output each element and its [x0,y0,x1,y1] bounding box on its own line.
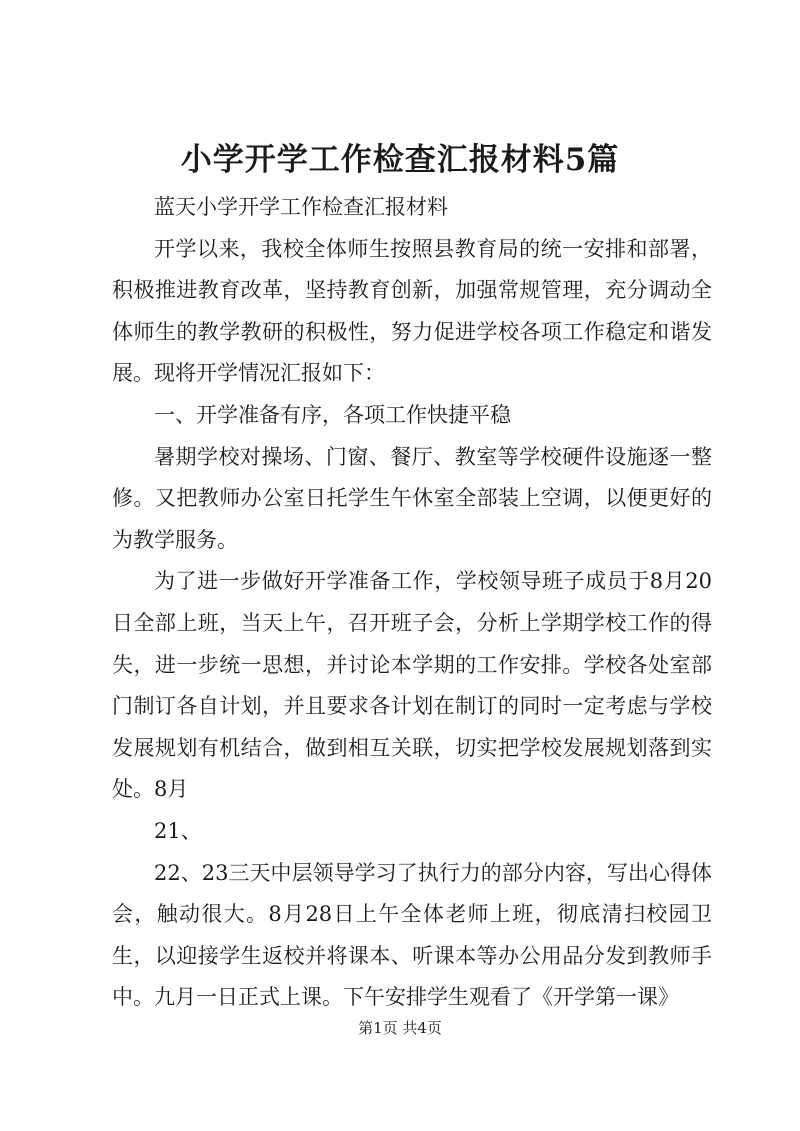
section-heading: 一、开学准备有序，各项工作快捷平稳 [154,402,511,427]
paragraph: 21、 [154,818,202,843]
paragraph: 22、23三天中层领导学习了执行力的部分内容，写出心得体会，触动很大。8月28日上午全体老师上班，彻底清扫校园卫生，以迎接学生返校并将课本、听课本等办公用品分发到教师手中。九月一日正式上课。下午安排学生观看了《开学第一课》 [112,860,712,1010]
document-title: 小学开学工作检查汇报材料5篇 [180,142,620,178]
paragraph: 暑期学校对操场、门窗、餐厅、教室等学校硬件设施逐一整修。又把教师办公室日托学生午休室全部装上空调，以便更好的为教学服务。 [112,444,712,552]
paragraph: 为了进一步做好开学准备工作，学校领导班子成员于8月20日全部上班，当天上午，召开班子会，分析上学期学校工作的得失，进一步统一思想，并讨论本学期的工作安排。学校各处室部门制订各自计划，并且要求各计划在制订的同时一定考虑与学校发展规划有机结合，做到相互关联，切实把学校发展规划落到实处。8月 [112,569,712,802]
page-footer: 第1页 共4页 [358,1019,442,1037]
document-body [112,187,712,1019]
paragraph: 蓝天小学开学工作检查汇报材料 [154,195,448,219]
paragraph: 开学以来，我校全体师生按照县教育局的统一安排和部署，积极推进教育改革，坚持教育创新，加强常规管理，充分调动全体师生的教学教研的积极性，努力促进学校各项工作稳定和谐发展。现将开学情况汇报如下： [112,236,712,386]
